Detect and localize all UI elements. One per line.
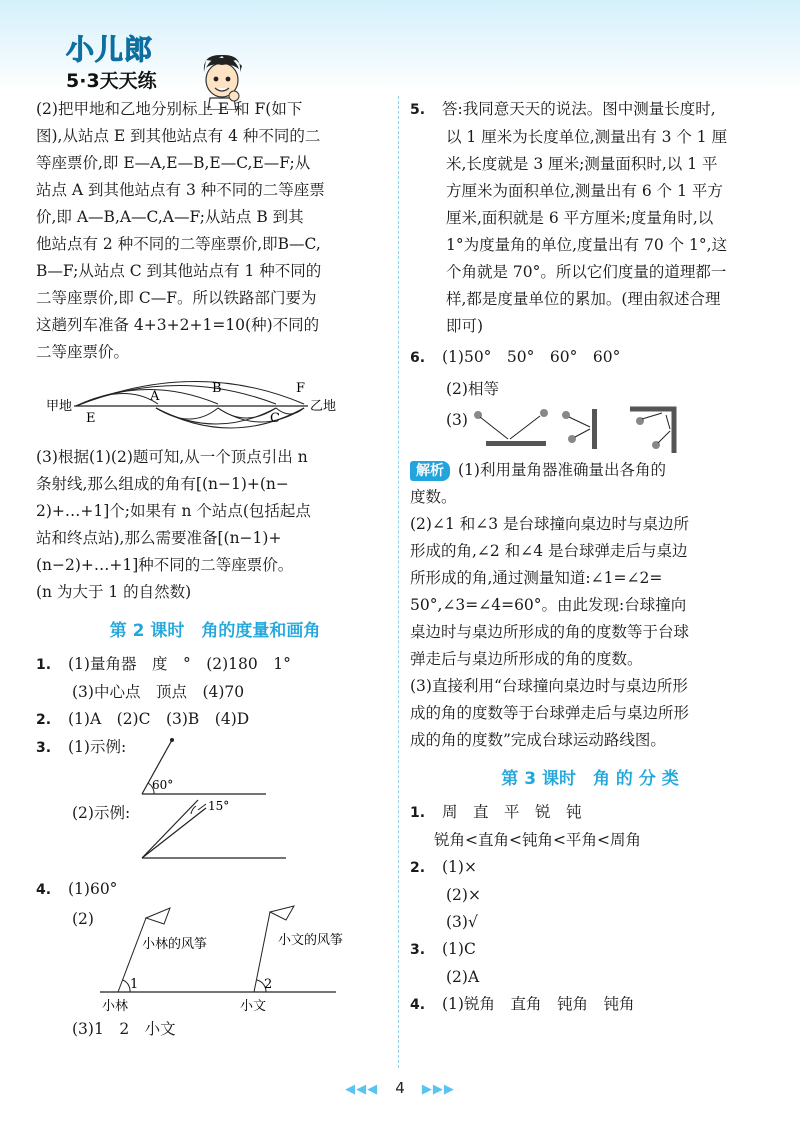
- answer-text: 即可): [446, 317, 484, 335]
- answer-text: (3)中心点 顶点 (4)70: [72, 683, 245, 701]
- question-1: [36, 651, 394, 679]
- answer-text: (1)利用量角器准确量出各角的: [458, 461, 666, 479]
- brand-logo: [58, 28, 218, 98]
- section-title-lesson-2: 第 2 课时 角的度量和画角: [109, 621, 321, 641]
- answer-text: 成的角的度数”完成台球运动路线图。: [410, 731, 666, 749]
- angle-number: 1: [130, 977, 139, 992]
- answer-text: (3): [446, 411, 468, 429]
- right-column: [410, 96, 770, 1019]
- prev-arrows-icon: ◀◀◀: [345, 1082, 379, 1097]
- answer-text: 形成的角,∠2 和∠4 是台球弹走后与桌边: [410, 542, 688, 560]
- answer-text: (1)60°: [68, 880, 118, 898]
- text-line: 他站点有 2 种不同的二等座票价,即B—C,: [36, 235, 321, 253]
- answer-text: (3)直接利用“台球撞向桌边时与桌边所形: [410, 677, 688, 695]
- answer-text: (1)A (2)C (3)B (4)D: [68, 710, 250, 728]
- kite-label: 小文的风筝: [278, 933, 344, 948]
- text-line: 这趟列车准备 4+3+2+1=10(种)不同的: [36, 316, 320, 334]
- railway-route-diagram: [46, 378, 366, 440]
- logo-title: 小儿郎: [66, 33, 154, 66]
- billiard-path-diagrams: [470, 405, 710, 455]
- answer-text: (2)A: [446, 968, 480, 986]
- text-line: (n 为大于 1 的自然数): [36, 583, 192, 601]
- question-2: [36, 706, 394, 734]
- text-line: 条射线,那么组成的角有[(n−1)+(n−: [36, 475, 289, 493]
- route-start-label: 甲地: [46, 399, 73, 414]
- answer-text: (1)50° 50° 60° 60°: [442, 348, 621, 366]
- route-end-label: 乙地: [310, 399, 337, 414]
- answer-text: 以 1 厘米为长度单位,测量出有 3 个 1 厘: [446, 128, 728, 146]
- text-line: 站和终点站),那么需要准备[(n−1)+: [36, 529, 282, 547]
- page-number: 4: [395, 1079, 405, 1097]
- answer-part-3: [36, 444, 394, 606]
- text-line: 2)+…+1]个;如果有 n 个站点(包括起点: [36, 502, 311, 520]
- text-line: (2)把甲地和乙地分别标上 E 和 F(如下: [36, 100, 303, 118]
- answer-text: 桌边时与桌边所形成的角的度数等于台球: [410, 623, 690, 641]
- person-label: 小文: [240, 999, 267, 1012]
- analysis-tag: 解析: [410, 461, 450, 481]
- answer-text: (2): [72, 910, 94, 928]
- text-line: 等座票价,即 E—A,E—B,E—C,E—F;从: [36, 154, 311, 172]
- question-number: 2.: [410, 860, 426, 876]
- left-column: [36, 96, 394, 1043]
- question-number: 3.: [410, 942, 426, 958]
- answer-text: (2)×: [446, 886, 481, 904]
- kite-angle-diagram: [36, 904, 366, 1012]
- question-1: [410, 799, 770, 827]
- angle-15-diagram: [136, 796, 296, 862]
- text-line: 图),从站点 E 到其他站点有 4 种不同的二: [36, 127, 321, 145]
- column-divider: [398, 96, 400, 1068]
- logo-subtitle: 5·3天天练: [66, 70, 157, 92]
- question-5: [410, 96, 770, 340]
- angle-label: 60°: [152, 778, 174, 792]
- analysis-block: [410, 457, 770, 754]
- text-line: B—F;从站点 C 到其他站点有 1 种不同的: [36, 262, 322, 280]
- question-number: 3.: [36, 740, 52, 756]
- station-label-c: C: [270, 411, 280, 426]
- question-number: 6.: [410, 350, 426, 366]
- answer-text: 个角就是 70°。所以它们度量的道理都一: [446, 263, 727, 281]
- question-number: 1.: [410, 805, 426, 821]
- answer-part-2: [36, 96, 394, 366]
- answer-text: 度数。: [410, 488, 457, 506]
- question-number: 4.: [36, 882, 52, 898]
- answer-text: (3)1 2 小文: [72, 1020, 176, 1038]
- answer-text: 答:我同意天天的说法。图中测量长度时,: [442, 100, 716, 118]
- answer-text: (1)量角器 度 ° (2)180 1°: [68, 655, 291, 673]
- answer-text: (1)C: [442, 940, 476, 958]
- station-label-a: A: [150, 389, 160, 404]
- question-number: 1.: [36, 657, 52, 673]
- text-line: 价,即 A—B,A—C,A—F;从站点 B 到其: [36, 208, 304, 226]
- question-number: 2.: [36, 712, 52, 728]
- answer-text: (1)×: [442, 858, 477, 876]
- text-line: 二等座票价。: [36, 343, 130, 361]
- answer-text: 厘米,面积就是 6 平方厘米;度量角时,以: [446, 209, 714, 227]
- text-line: (3)根据(1)(2)题可知,从一个顶点引出 n: [36, 448, 308, 466]
- answer-text: (2)∠1 和∠3 是台球撞向桌边时与桌边所: [410, 515, 690, 533]
- text-line: 二等座票价,即 C—F。所以铁路部门要为: [36, 289, 317, 307]
- question-3-part-1: [36, 734, 394, 796]
- question-number: 4.: [410, 997, 426, 1013]
- text-line: (n−2)+…+1]种不同的二等座票价。: [36, 556, 294, 574]
- answer-text: 周 直 平 锐 钝: [442, 803, 582, 821]
- answer-text: 锐角<直角<钝角<平角<周角: [434, 831, 641, 849]
- page-footer: [0, 1078, 800, 1097]
- kite-icon: [270, 906, 294, 920]
- answer-text: 弹走后与桌边所形成的角的度数。: [410, 650, 643, 668]
- kite-icon: [146, 908, 170, 924]
- answer-text: (1)示例:: [68, 738, 127, 756]
- question-4: [410, 991, 770, 1019]
- question-4: [36, 876, 394, 904]
- question-2: [410, 854, 770, 882]
- question-3-part-2: [36, 800, 394, 866]
- kite-label: 小林的风筝: [142, 937, 208, 952]
- answer-text: (3)√: [446, 913, 478, 931]
- answer-text: 50°,∠3=∠4=60°。由此发现:台球撞向: [410, 596, 687, 614]
- answer-text: (1)锐角 直角 钝角 钝角: [442, 995, 635, 1013]
- answer-text: 成的角的度数等于台球弹走后与桌边所形: [410, 704, 690, 722]
- answer-text: 米,长度就是 3 厘米;测量面积时,以 1 平: [446, 155, 718, 173]
- station-label-b: B: [212, 381, 222, 396]
- station-label-f: F: [296, 381, 306, 396]
- angle-label: 15°: [208, 799, 230, 813]
- answer-text: (2)示例:: [72, 804, 131, 822]
- section-title-lesson-3: 第 3 课时 角 的 分 类: [501, 769, 679, 789]
- next-arrows-icon: ▶▶▶: [421, 1082, 455, 1097]
- person-label: 小林: [102, 999, 129, 1012]
- answer-text: 所形成的角,通过测量知道:∠1=∠2=: [410, 569, 663, 587]
- angle-number: 2: [264, 977, 273, 992]
- answer-text: 样,都是度量单位的累加。(理由叙述合理: [446, 290, 721, 308]
- kite-diagram-block: [36, 904, 394, 1010]
- answer-text: 方厘米为面积单位,测量出有 6 个 1 平方: [446, 182, 723, 200]
- text-line: 站点 A 到其他站点有 3 种不同的二等座票: [36, 181, 325, 199]
- question-number: 5.: [410, 102, 426, 118]
- question-6: [410, 344, 770, 453]
- question-3: [410, 936, 770, 964]
- answer-text: (2)相等: [446, 380, 499, 398]
- station-label-e: E: [86, 411, 96, 426]
- angle-60-diagram: [136, 738, 276, 800]
- answer-text: 1°为度量角的单位,度量出有 70 个 1°,这: [446, 236, 728, 254]
